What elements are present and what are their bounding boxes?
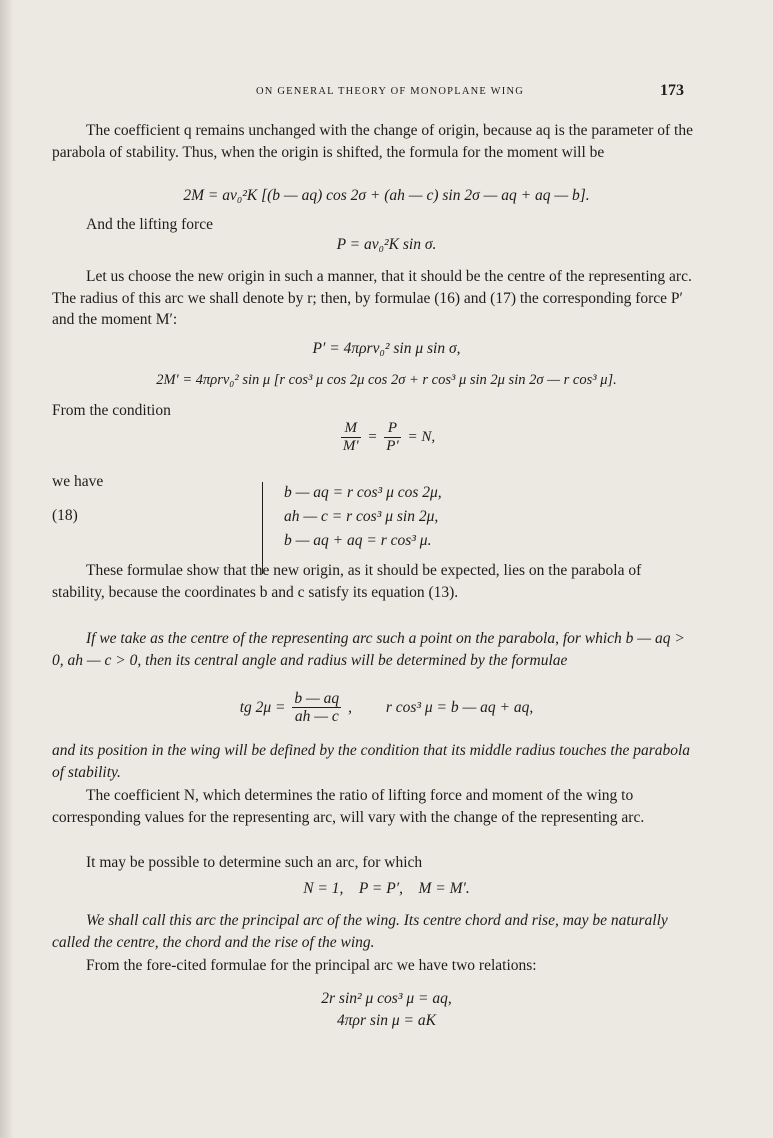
equation-moment-prime: 2M′ = 4πρrv₀² sin μ [r cos³ μ cos 2μ cos 2σ + r cos³ μ sin 2μ sin 2σ — r cos³ μ]. <box>156 372 617 388</box>
paragraph-text: From the condition <box>52 402 171 419</box>
page-number: 173 <box>660 82 684 99</box>
paragraph-7 <box>52 628 697 671</box>
paragraph-11 <box>52 910 697 953</box>
equation-principal-condition: N = 1, P = P′, M = M′. <box>303 880 470 897</box>
paragraph-12 <box>52 955 697 977</box>
paragraph-2 <box>52 214 697 236</box>
equation-ratio: $\frac{M}{M'}$ = $\frac{P}{P'}$ = N, <box>342 420 436 454</box>
equation-label: (18) <box>52 507 78 524</box>
paragraph-9 <box>52 785 697 828</box>
page-edge-shadow <box>0 0 14 1138</box>
system-line-1: b — aq = r cos³ μ cos 2μ, <box>284 484 442 501</box>
paragraph-3 <box>52 266 697 331</box>
paragraph-8 <box>52 740 697 783</box>
paragraph-text: and its position in the wing will be defined by the condition that its middle radius touches the parabola of stability. <box>52 742 691 781</box>
system-line-2: ah — c = r cos³ μ sin 2μ, <box>284 508 439 525</box>
page-header <box>0 82 773 102</box>
paragraph-text: The coefficient N, which determines the ratio of lifting force and moment of the wing to corresponding values for the representing arc, will vary with the change of the representing arc. <box>52 787 645 826</box>
fraction-tg: $\frac{b — aq}{ah — c}$ <box>294 690 340 725</box>
paragraph-text: Let us choose the new origin in such a manner, that it should be the centre of the representing arc. The radius of this arc we shall denote by r; then, by formulae (16) and (17) the corresponding force P′ and the moment M′: <box>52 268 692 328</box>
equation-angle-radius: tg 2μ = $\frac{b — aq}{ah — c}$ , r cos³ μ = b — aq + aq, <box>239 690 534 725</box>
paragraph-text: From the fore-cited formulae for the principal arc we have two relations: <box>86 957 537 974</box>
paragraph-6 <box>52 560 697 603</box>
paragraph-text: We shall call this arc the principal arc of the wing. Its centre chord and rise, may be naturally called the centre, the chord and the rise of the wing. <box>52 912 668 951</box>
paragraph-text: If we take as the centre of the representing arc such a point on the parabola, for which b — aq > 0, ah — c > 0, then its central angle and radius will be determined by the formulae <box>52 630 685 669</box>
paragraph-10 <box>52 852 697 874</box>
paragraph-text: These formulae show that the new origin, as it should be expected, lies on the parabola of stability, because the coordinates b and c satisfy its equation (13). <box>52 562 642 601</box>
system-line-3: b — aq + aq = r cos³ μ. <box>284 532 432 549</box>
paragraph-1 <box>52 120 697 163</box>
paragraph-text: It may be possible to determine such an arc, for which <box>86 854 423 871</box>
paragraph-text: we have <box>52 473 104 490</box>
equation-force-prime: P′ = 4πρrv₀² sin μ sin σ, <box>312 340 461 357</box>
equation-moment: 2M = av₀²K [(b — aq) cos 2σ + (ah — c) sin 2σ — aq + aq — b]. <box>183 187 590 204</box>
equation-relation-2: 4πρr sin μ = aK <box>337 1012 436 1029</box>
equation-relation-1: 2r sin² μ cos³ μ = aq, <box>321 990 452 1007</box>
fraction-m: $\frac{M}{M'}$ <box>342 420 359 454</box>
equation-lift: P = av₀²K sin σ. <box>336 236 437 253</box>
fraction-p: $\frac{P}{P'}$ <box>386 420 399 454</box>
paragraph-4 <box>52 400 697 422</box>
paragraph-text: The coefficient q remains unchanged with the change of origin, because aq is the parameter of the parabola of stability. Thus, when the origin is shifted, the formula for the moment will be <box>52 122 693 161</box>
running-head: ON GENERAL THEORY OF MONOPLANE WING <box>255 86 525 97</box>
paragraph-text: And the lifting force <box>86 216 213 233</box>
